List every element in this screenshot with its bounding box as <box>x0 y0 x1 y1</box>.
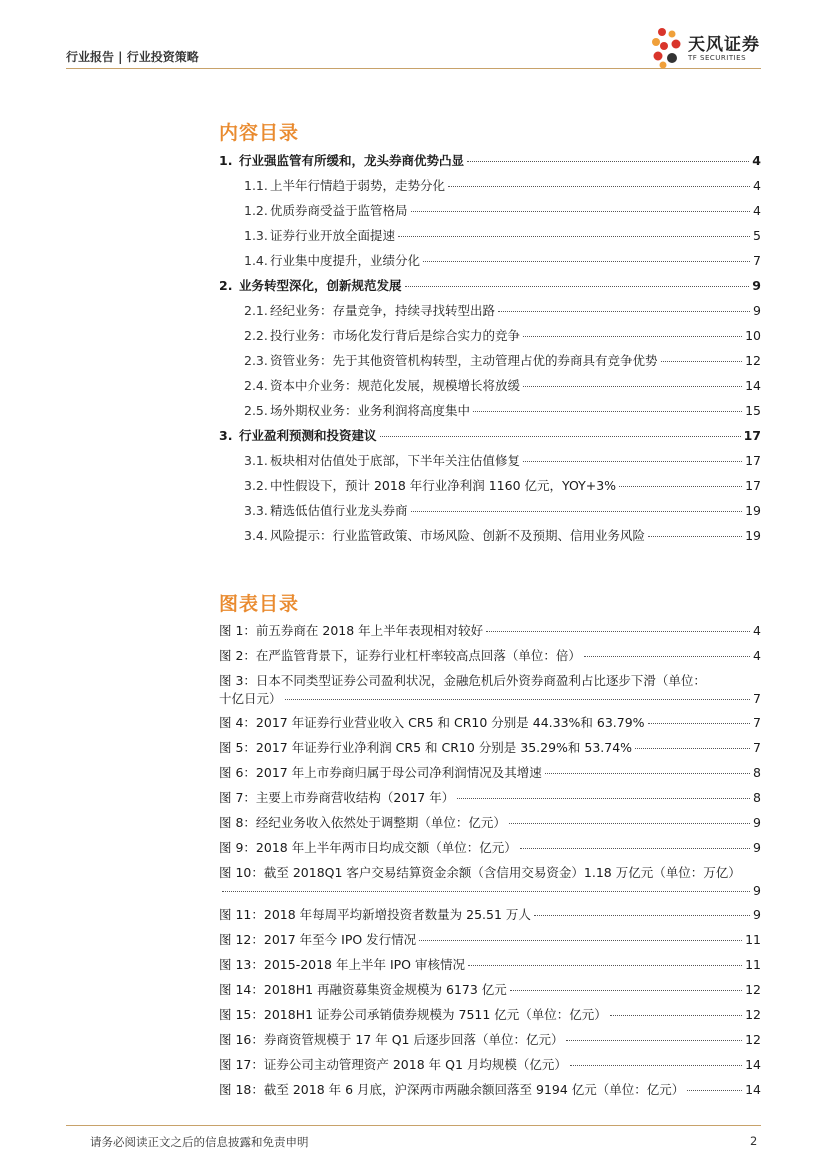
figure-entry-page: 8 <box>753 790 761 805</box>
toc-entry-number: 2.1. <box>244 303 268 318</box>
toc-entry-page: 17 <box>743 428 761 443</box>
toc-entry-text: 风险提示：行业监管政策、市场风险、创新不及预期、信用业务风险 <box>270 528 646 543</box>
toc-entry-page: 15 <box>745 403 761 418</box>
toc-entry[interactable] <box>219 278 761 294</box>
toc-entry[interactable] <box>244 228 761 244</box>
toc-entry-page: 14 <box>745 378 761 393</box>
figure-entry[interactable] <box>219 982 761 998</box>
toc-entry-page: 19 <box>745 503 761 518</box>
dot-leader <box>423 261 750 262</box>
figure-entry-text: 图 14：2018H1 再融资募集资金规模为 6173 亿元 <box>219 982 507 997</box>
toc-entry-number: 1.2. <box>244 203 268 218</box>
dot-leader <box>584 656 750 657</box>
toc-entry-number: 3. <box>219 428 233 443</box>
dot-leader <box>448 186 750 187</box>
toc-entry-number: 2.5. <box>244 403 268 418</box>
toc-entry-text: 中性假设下，预计 2018 年行业净利润 1160 亿元，YOY+3% <box>270 478 617 493</box>
toc-entry-number: 3.2. <box>244 478 268 493</box>
figure-entry-page: 9 <box>753 883 761 898</box>
figure-entry-page: 14 <box>745 1082 761 1097</box>
dot-leader <box>687 1090 742 1091</box>
toc-entry-text: 板块相对估值处于底部，下半年关注估值修复 <box>270 453 521 468</box>
dot-leader <box>509 823 750 824</box>
toc-entry-text: 投行业务：市场化发行背后是综合实力的竞争 <box>270 328 521 343</box>
figure-entry-text: 图 15：2018H1 证券公司承销债券规模为 7511 亿元（单位：亿元） <box>219 1007 607 1022</box>
toc-entry-text: 场外期权业务：业务利润将高度集中 <box>270 403 471 418</box>
dot-leader <box>566 1040 742 1041</box>
figure-entry[interactable] <box>219 623 761 639</box>
toc-entry[interactable] <box>244 178 761 194</box>
dot-leader <box>468 965 742 966</box>
dot-leader <box>285 699 751 700</box>
figure-entry-text: 图 1：前五券商在 2018 年上半年表现相对较好 <box>219 623 484 638</box>
dot-leader <box>523 386 742 387</box>
figure-entry-text: 图 4：2017 年证券行业营业收入 CR5 和 CR10 分别是 44.33%和 63.79% <box>219 715 645 730</box>
dot-leader <box>661 361 743 362</box>
figure-entry[interactable] <box>219 765 761 781</box>
disclaimer-note: 请务必阅读正文之后的信息披露和免责申明 <box>90 1135 309 1149</box>
figure-entry-text: 图 17：证券公司主动管理资产 2018 年 Q1 月均规模（亿元） <box>219 1057 567 1072</box>
toc-entry[interactable] <box>244 303 761 319</box>
page-number: 2 <box>750 1134 758 1148</box>
figure-entry-text: 图 7：主要上市券商营收结构（2017 年） <box>219 790 455 805</box>
toc-entry-page: 17 <box>745 453 761 468</box>
toc-entry[interactable] <box>219 428 761 444</box>
figure-entry[interactable] <box>219 672 761 708</box>
dot-leader <box>222 891 750 892</box>
figure-entry-page: 11 <box>745 957 761 972</box>
figure-entry[interactable] <box>219 1007 761 1023</box>
figure-entry-text: 图 10：截至 2018Q1 客户交易结算资金余额（含信用交易资金）1.18 万亿元（单位：万亿） <box>219 865 741 880</box>
figure-entry[interactable] <box>219 864 761 900</box>
figure-entry[interactable] <box>219 932 761 948</box>
figure-entry-page: 4 <box>753 648 761 663</box>
figure-entry-page: 7 <box>753 691 761 706</box>
toc-entry-text: 上半年行情趋于弱势，走势分化 <box>270 178 446 193</box>
figure-entry-page: 9 <box>753 907 761 922</box>
toc-entry-page: 19 <box>745 528 761 543</box>
dot-leader <box>486 631 750 632</box>
toc-entry-page: 4 <box>753 203 761 218</box>
toc-entry[interactable] <box>244 203 761 219</box>
dot-leader <box>411 211 751 212</box>
footer-divider <box>66 1125 761 1126</box>
figure-entry-text: 图 18：截至 2018 年 6 月底，沪深两市两融余额回落至 9194 亿元（单位：亿元） <box>219 1082 685 1097</box>
toc-entry-page: 7 <box>753 253 761 268</box>
toc-entry[interactable] <box>244 253 761 269</box>
dot-leader <box>534 915 750 916</box>
dot-leader <box>523 461 742 462</box>
toc-entry-page: 10 <box>745 328 761 343</box>
toc-entry-page: 5 <box>753 228 761 243</box>
dot-leader <box>570 1065 742 1066</box>
toc-entry-page: 4 <box>753 178 761 193</box>
toc-entry-text: 证券行业开放全面提速 <box>270 228 396 243</box>
dot-leader <box>510 990 742 991</box>
toc-entry-page: 4 <box>752 153 761 168</box>
dot-leader <box>457 798 750 799</box>
toc-entry-text: 经纪业务：存量竞争，持续寻找转型出路 <box>270 303 496 318</box>
figure-entry[interactable] <box>219 790 761 806</box>
toc-entry-number: 1.1. <box>244 178 268 193</box>
figure-entry-page: 12 <box>745 1007 761 1022</box>
toc-entry[interactable] <box>244 478 761 494</box>
toc-entry-page: 17 <box>745 478 761 493</box>
figures-title: 图表目录 <box>219 593 300 615</box>
figure-entry-page: 12 <box>745 982 761 997</box>
dot-leader <box>380 436 741 437</box>
toc-entry-page: 9 <box>752 278 761 293</box>
dot-leader <box>520 848 750 849</box>
toc-entry[interactable] <box>244 403 761 419</box>
toc-entry-text: 业务转型深化，创新规范发展 <box>239 278 402 293</box>
toc-entry[interactable] <box>244 353 761 369</box>
figure-entry-text: 图 16：券商资管规模于 17 年 Q1 后逐步回落（单位：亿元） <box>219 1032 564 1047</box>
toc-entry-number: 2.4. <box>244 378 268 393</box>
toc-entry-text: 行业集中度提升，业绩分化 <box>270 253 421 268</box>
figure-entry-page: 4 <box>753 623 761 638</box>
toc-entry[interactable] <box>244 503 761 519</box>
dot-leader <box>398 236 750 237</box>
dot-leader <box>545 773 750 774</box>
figure-entry-page: 7 <box>753 740 761 755</box>
figure-entry[interactable] <box>219 957 761 973</box>
toc-entry[interactable] <box>219 153 761 169</box>
figure-entry[interactable] <box>219 740 761 756</box>
toc-entry-text: 优质券商受益于监管格局 <box>270 203 408 218</box>
figure-entry-page: 8 <box>753 765 761 780</box>
figure-entry-page: 7 <box>753 715 761 730</box>
figure-entry-text: 图 3：日本不同类型证券公司盈利状况，金融危机后外资券商盈利占比逐步下滑（单位： <box>219 673 706 688</box>
toc-entry[interactable] <box>244 328 761 344</box>
dot-leader <box>619 486 742 487</box>
figure-entry-page: 11 <box>745 932 761 947</box>
figure-entry-text: 图 11：2018 年每周平均新增投资者数量为 25.51 万人 <box>219 907 531 922</box>
figure-entry-text: 图 5：2017 年证券行业净利润 CR5 和 CR10 分别是 35.29%和 53.74% <box>219 740 633 755</box>
toc-entry-number: 2.2. <box>244 328 268 343</box>
figure-entry[interactable] <box>219 840 761 856</box>
figure-entry[interactable] <box>219 815 761 831</box>
toc-entry[interactable] <box>244 528 761 544</box>
figure-entry-page: 14 <box>745 1057 761 1072</box>
toc-entry[interactable] <box>244 378 761 394</box>
figure-entry-page: 9 <box>753 840 761 855</box>
toc-entry-number: 2. <box>219 278 233 293</box>
figure-entry[interactable] <box>219 1082 761 1098</box>
figure-entry-page: 9 <box>753 815 761 830</box>
figure-entry-text: 图 12：2017 年至今 IPO 发行情况 <box>219 932 417 947</box>
toc-entry-number: 1. <box>219 153 233 168</box>
dot-leader <box>635 748 750 749</box>
dot-leader <box>405 286 750 287</box>
toc-entry-text: 资本中介业务：规范化发展，规模增长将放缓 <box>270 378 521 393</box>
dot-leader <box>648 723 750 724</box>
toc-entry-text: 资管业务：先于其他资管机构转型，主动管理占优的券商具有竞争优势 <box>270 353 658 368</box>
toc-entry-number: 3.1. <box>244 453 268 468</box>
dot-leader <box>419 940 742 941</box>
logo-flower-icon <box>650 24 684 70</box>
dot-leader <box>498 311 750 312</box>
toc-entry[interactable] <box>244 453 761 469</box>
figure-entry-text: 图 2：在严监管背景下，证券行业杠杆率较高点回落（单位：倍） <box>219 648 581 663</box>
figure-entry-text: 图 9：2018 年上半年两市日均成交额（单位：亿元） <box>219 840 517 855</box>
dot-leader <box>648 536 742 537</box>
figure-entry-page: 12 <box>745 1032 761 1047</box>
toc-entry-text: 精选低估值行业龙头券商 <box>270 503 408 518</box>
figure-entry[interactable] <box>219 1057 761 1073</box>
toc-entry-number: 1.4. <box>244 253 268 268</box>
toc-entry-text: 行业强监管有所缓和，龙头券商优势凸显 <box>239 153 465 168</box>
figure-entry-text: 图 13：2015-2018 年上半年 IPO 审核情况 <box>219 957 465 972</box>
figure-entry[interactable] <box>219 907 761 923</box>
toc-entry-page: 9 <box>753 303 761 318</box>
toc-entry-number: 1.3. <box>244 228 268 243</box>
figure-entry-text: 图 6：2017 年上市券商归属于母公司净利润情况及其增速 <box>219 765 542 780</box>
toc-entry-text: 行业盈利预测和投资建议 <box>239 428 377 443</box>
dot-leader <box>610 1015 742 1016</box>
company-logo <box>650 24 770 70</box>
dot-leader <box>523 336 742 337</box>
figure-entry-text-continued: 十亿日元） <box>219 691 282 706</box>
toc-title: 内容目录 <box>219 122 300 144</box>
figure-entry[interactable] <box>219 648 761 664</box>
dot-leader <box>467 161 749 162</box>
toc-entry-number: 3.3. <box>244 503 268 518</box>
figure-entry[interactable] <box>219 715 761 731</box>
logo-name: 天风证券 <box>688 35 760 55</box>
toc-entry-number: 2.3. <box>244 353 268 368</box>
figure-entry[interactable] <box>219 1032 761 1048</box>
dot-leader <box>411 511 743 512</box>
toc-entry-number: 3.4. <box>244 528 268 543</box>
figure-entry-text: 图 8：经纪业务收入依然处于调整期（单位：亿元） <box>219 815 506 830</box>
toc-entry-page: 12 <box>745 353 761 368</box>
logo-subtitle: TF SECURITIES <box>688 54 747 62</box>
report-header: 行业报告 | 行业投资策略 <box>66 50 199 64</box>
dot-leader <box>473 411 742 412</box>
